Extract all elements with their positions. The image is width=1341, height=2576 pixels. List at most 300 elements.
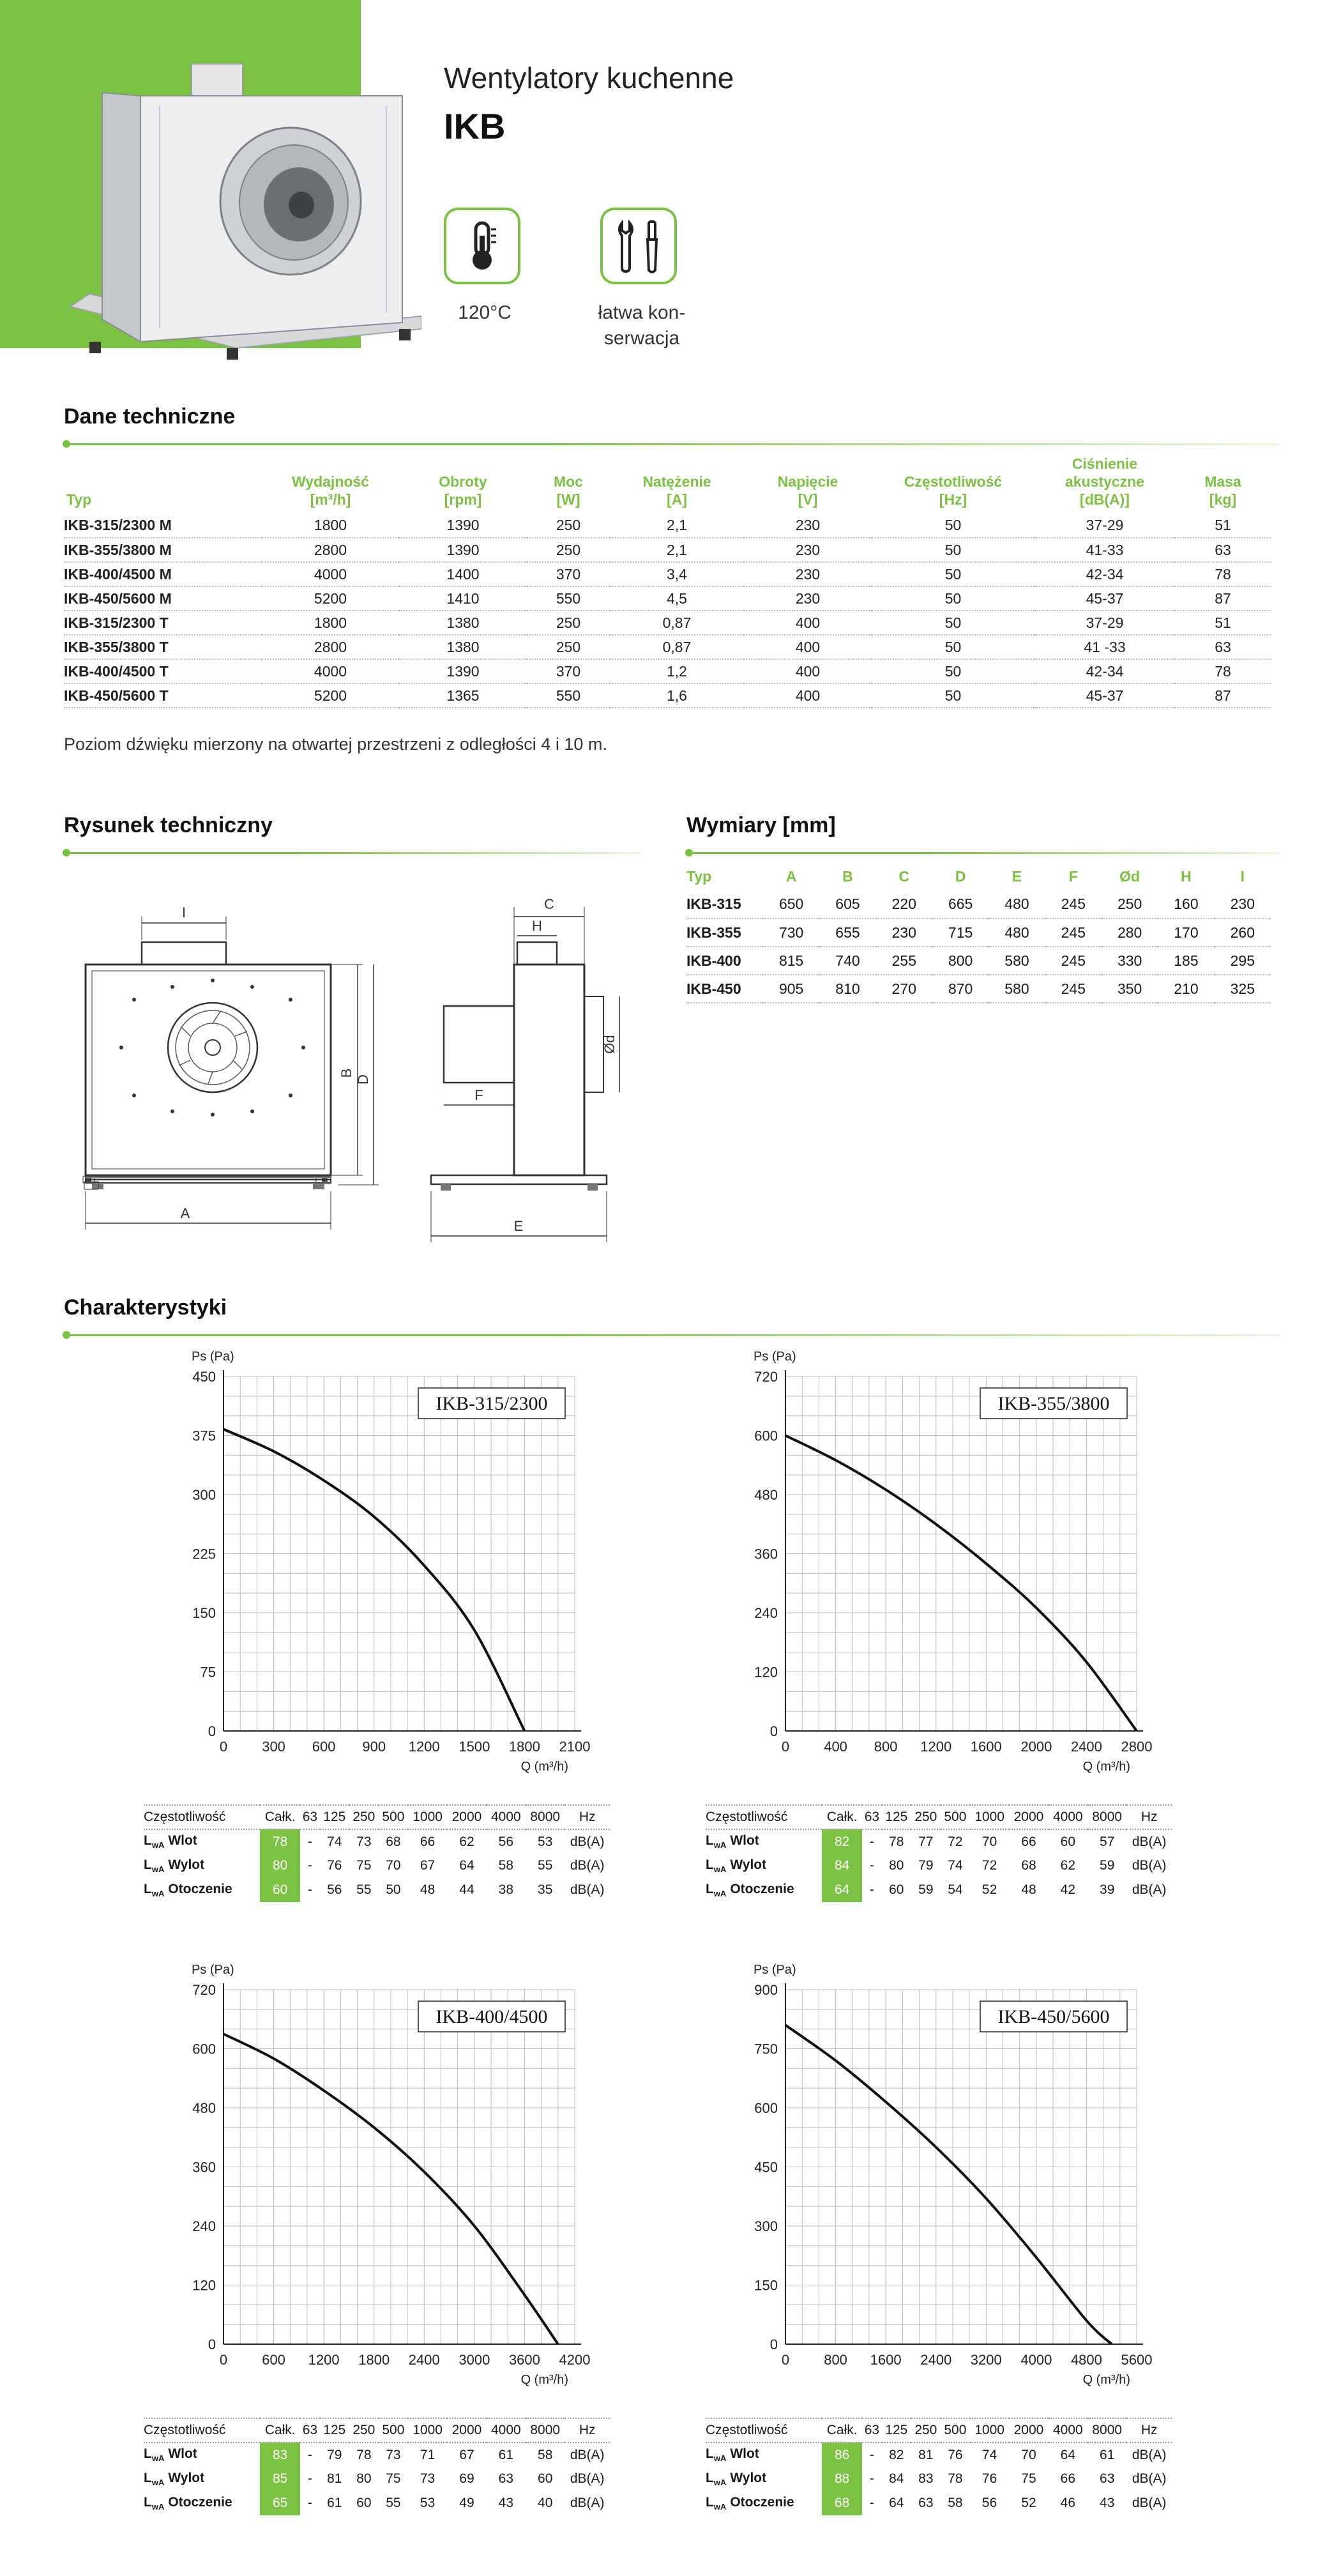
value-cell: 1390 xyxy=(399,659,527,683)
tools-icon xyxy=(603,210,674,282)
sound-row-label: $L_{wA}$ Otoczenie xyxy=(144,2494,232,2512)
dims-value-cell: 740 xyxy=(819,947,875,975)
y-tick-label: 360 xyxy=(754,1546,778,1562)
x-tick-label: 2100 xyxy=(559,1739,591,1755)
sound-value-cell: 68 xyxy=(386,1834,401,1849)
sound-header-cell: 8000 xyxy=(526,2418,564,2443)
value-cell: 550 xyxy=(527,586,610,611)
sound-header-cell: 125 xyxy=(882,2418,911,2443)
y-tick-label: 600 xyxy=(754,1428,778,1444)
sound-row xyxy=(144,1829,610,1854)
chart-ikb-450 xyxy=(715,1961,1156,2408)
x-tick-label: 3000 xyxy=(458,2352,490,2368)
tech-header-row xyxy=(64,455,1271,514)
sound-header-cell: 1000 xyxy=(970,1805,1009,1829)
x-tick-label: 800 xyxy=(824,2352,847,2368)
value-cell: 250 xyxy=(527,514,610,538)
sound-value-cell: - xyxy=(307,1858,312,1873)
sound-row-label: $L_{wA}$ Otoczenie xyxy=(706,2494,794,2512)
sound-header-cell: 63 xyxy=(300,1805,320,1829)
sound-value-cell: 78 xyxy=(948,2471,963,2486)
sound-total-cell: 82 xyxy=(822,1829,862,1854)
value-cell: 42-34 xyxy=(1034,659,1175,683)
col-header: Masa [kg] xyxy=(1204,473,1241,508)
sound-value-cell: 66 xyxy=(420,1834,436,1849)
dims-value-cell: 245 xyxy=(1045,975,1102,1003)
value-cell: 370 xyxy=(527,659,610,683)
dims-value-cell: 330 xyxy=(1102,947,1158,975)
x-tick-label: 4200 xyxy=(559,2352,591,2368)
value-cell: 250 xyxy=(527,538,610,562)
sound-value-cell: 78 xyxy=(889,1834,904,1849)
sound-value-cell: 70 xyxy=(1021,2447,1036,2462)
sound-value-cell: 62 xyxy=(1060,1858,1076,1873)
y-tick-label: 0 xyxy=(769,2336,778,2352)
sound-header-cell: 250 xyxy=(911,2418,941,2443)
sound-row-label: $L_{wA}$ Wylot xyxy=(144,2470,205,2488)
sound-table-ikb-400 xyxy=(144,2418,610,2515)
sound-value-cell: 72 xyxy=(981,1858,997,1873)
sound-value-cell: 38 xyxy=(498,1882,514,1897)
sound-value-cell: 53 xyxy=(538,1834,553,1849)
sound-header-cell: 4000 xyxy=(487,2418,526,2443)
dims-value-cell: 905 xyxy=(763,975,819,1003)
sound-header-cell: Częstotliwość xyxy=(144,1805,260,1829)
dimensions-table xyxy=(686,862,1271,1003)
sound-value-cell: dB(A) xyxy=(570,2447,605,2462)
sound-note: Poziom dźwięku mierzony na otwartej przestrzeni z odległości 4 i 10 m. xyxy=(64,735,607,754)
chart-title: IKB-355/3800 xyxy=(997,1393,1110,1414)
sound-row-label: $L_{wA}$ Wylot xyxy=(706,2470,767,2488)
sound-total-cell: 88 xyxy=(822,2467,862,2491)
sound-total-cell: 84 xyxy=(822,1854,862,1878)
spec-row xyxy=(64,635,1271,659)
value-cell: 230 xyxy=(744,538,872,562)
value-cell: 370 xyxy=(527,562,610,586)
x-tick-label: 0 xyxy=(219,2352,228,2368)
dims-value-cell: 170 xyxy=(1158,918,1214,947)
sound-value-cell: 61 xyxy=(1100,2447,1115,2462)
chart-ikb-315 xyxy=(153,1348,594,1795)
col-header: Ciśnienie akustyczne [dB(A)] xyxy=(1064,455,1144,508)
sound-value-cell: 54 xyxy=(948,1882,963,1897)
sound-value-cell: 73 xyxy=(356,1834,372,1849)
sound-header-cell: 250 xyxy=(349,1805,379,1829)
sound-value-cell: 72 xyxy=(948,1834,963,1849)
sound-row xyxy=(706,2443,1172,2467)
value-cell: 0,87 xyxy=(610,611,744,635)
sound-value-cell: 60 xyxy=(1060,1834,1076,1849)
y-axis-label: Ps (Pa) xyxy=(754,1963,796,1977)
value-cell: 41-33 xyxy=(1034,538,1175,562)
sound-row xyxy=(706,1829,1172,1854)
sound-value-cell: 75 xyxy=(386,2471,401,2486)
sound-row xyxy=(706,2467,1172,2491)
dims-value-cell: 650 xyxy=(763,890,819,918)
sound-value-cell: 56 xyxy=(981,2496,997,2510)
sound-value-cell: dB(A) xyxy=(1132,2496,1167,2510)
dims-row xyxy=(686,918,1271,947)
x-tick-label: 0 xyxy=(781,2352,790,2368)
sound-value-cell: 76 xyxy=(327,1858,342,1873)
sound-total-cell: 64 xyxy=(822,1878,862,1902)
sound-value-cell: 58 xyxy=(948,2496,963,2510)
sound-value-cell: 35 xyxy=(538,1882,553,1897)
value-cell: 50 xyxy=(872,659,1034,683)
sound-total-cell: 86 xyxy=(822,2443,862,2467)
spec-row xyxy=(64,659,1271,683)
x-tick-label: 2400 xyxy=(408,2352,440,2368)
value-cell: 42-34 xyxy=(1034,562,1175,586)
sound-header-cell: 2000 xyxy=(447,2418,486,2443)
sound-row-label: $L_{wA}$ Wlot xyxy=(144,2446,197,2464)
sound-value-cell: - xyxy=(869,1858,874,1873)
dims-model-cell: IKB-400 xyxy=(686,947,763,975)
sound-header-cell: 1000 xyxy=(408,2418,447,2443)
x-tick-label: 1200 xyxy=(920,1739,952,1755)
dims-value-cell: 270 xyxy=(876,975,932,1003)
sound-value-cell: 69 xyxy=(459,2471,474,2486)
y-tick-label: 120 xyxy=(754,1664,778,1680)
sound-value-cell: 63 xyxy=(498,2471,514,2486)
drawing-title: Rysunek techniczny xyxy=(64,813,273,837)
sound-value-cell: - xyxy=(869,2447,874,2462)
dims-value-cell: 730 xyxy=(763,918,819,947)
spec-row xyxy=(64,586,1271,611)
dims-value-cell: 580 xyxy=(989,947,1045,975)
value-cell: 45-37 xyxy=(1034,586,1175,611)
value-cell: 50 xyxy=(872,635,1034,659)
x-tick-label: 4000 xyxy=(1020,2352,1052,2368)
sound-value-cell: 52 xyxy=(981,1882,997,1897)
sound-total-cell: 80 xyxy=(260,1854,300,1878)
sound-value-cell: 70 xyxy=(981,1834,997,1849)
sound-header-cell: 4000 xyxy=(1049,2418,1087,2443)
sound-header-cell: 2000 xyxy=(1009,1805,1048,1829)
value-cell: 1800 xyxy=(262,514,399,538)
value-cell: 50 xyxy=(872,538,1034,562)
sound-row xyxy=(144,2491,610,2515)
y-tick-label: 750 xyxy=(754,2041,778,2057)
x-tick-label: 0 xyxy=(781,1739,790,1755)
dims-value-cell: 210 xyxy=(1158,975,1214,1003)
value-cell: 1410 xyxy=(399,586,527,611)
value-cell: 230 xyxy=(744,586,872,611)
sound-header-cell: 250 xyxy=(349,2418,379,2443)
x-tick-label: 600 xyxy=(262,2352,285,2368)
sound-value-cell: 58 xyxy=(498,1858,514,1873)
y-tick-label: 120 xyxy=(192,2277,216,2294)
sound-value-cell: 73 xyxy=(386,2447,401,2462)
dims-value-cell: 250 xyxy=(1102,890,1158,918)
dims-col-header: D xyxy=(955,867,966,885)
sound-value-cell: 50 xyxy=(386,1882,401,1897)
dims-model-cell: IKB-450 xyxy=(686,975,763,1003)
sound-header-cell: Całk. xyxy=(260,2418,300,2443)
sound-header-cell: Częstotliwość xyxy=(706,2418,822,2443)
dims-value-cell: 580 xyxy=(989,975,1045,1003)
sound-header-cell: Całk. xyxy=(260,1805,300,1829)
sound-value-cell: 74 xyxy=(948,1858,963,1873)
sound-row-label: $L_{wA}$ Wylot xyxy=(144,1857,205,1875)
chart-title: IKB-315/2300 xyxy=(436,1393,548,1414)
y-tick-label: 300 xyxy=(192,1487,216,1503)
sound-value-cell: 43 xyxy=(498,2496,514,2510)
sound-value-cell: 81 xyxy=(327,2471,342,2486)
x-tick-label: 800 xyxy=(874,1739,898,1755)
sound-value-cell: 55 xyxy=(386,2496,401,2510)
col-header: Natężenie [A] xyxy=(642,473,711,508)
sound-header-row xyxy=(144,2418,610,2443)
sound-value-cell: 64 xyxy=(459,1858,474,1873)
x-tick-label: 2800 xyxy=(1121,1739,1153,1755)
sound-header-cell: 125 xyxy=(320,1805,349,1829)
maintenance-label xyxy=(584,300,699,351)
sound-value-cell: 67 xyxy=(420,1858,436,1873)
value-cell: 78 xyxy=(1175,562,1271,586)
sound-header-cell: 500 xyxy=(941,2418,970,2443)
value-cell: 50 xyxy=(872,611,1034,635)
temperature-label: 120°C xyxy=(458,302,511,323)
sound-value-cell: dB(A) xyxy=(570,2496,605,2510)
sound-header-cell: Całk. xyxy=(822,2418,862,2443)
value-cell: 1380 xyxy=(399,611,527,635)
value-cell: 3,4 xyxy=(610,562,744,586)
spec-row xyxy=(64,538,1271,562)
sound-total-cell: 65 xyxy=(260,2491,300,2515)
sound-header-cell: Hz xyxy=(564,2418,610,2443)
model-cell: IKB-315/2300 M xyxy=(64,514,262,538)
dims-col-header: Typ xyxy=(686,867,712,885)
dims-value-cell: 870 xyxy=(932,975,989,1003)
sound-header-cell: Częstotliwość xyxy=(706,1805,822,1829)
dims-value-cell: 295 xyxy=(1215,947,1271,975)
sound-value-cell: 44 xyxy=(459,1882,474,1897)
dims-value-cell: 230 xyxy=(876,918,932,947)
dims-value-cell: 245 xyxy=(1045,947,1102,975)
sound-value-cell: 59 xyxy=(918,1882,934,1897)
model-cell: IKB-400/4500 T xyxy=(64,659,262,683)
sound-value-cell: 61 xyxy=(327,2496,342,2510)
sound-total-cell: 85 xyxy=(260,2467,300,2491)
sound-value-cell: 79 xyxy=(918,1858,934,1873)
chart-title: IKB-450/5600 xyxy=(997,2006,1110,2027)
sound-value-cell: - xyxy=(307,1882,312,1897)
value-cell: 5200 xyxy=(262,586,399,611)
dims-model-cell: IKB-315 xyxy=(686,890,763,918)
dims-value-cell: 810 xyxy=(819,975,875,1003)
sound-value-cell: dB(A) xyxy=(570,1882,605,1897)
x-tick-label: 1500 xyxy=(458,1739,490,1755)
thermometer-icon xyxy=(446,210,518,282)
sound-value-cell: 71 xyxy=(420,2447,436,2462)
value-cell: 250 xyxy=(527,611,610,635)
sound-header-cell: 1000 xyxy=(408,1805,447,1829)
sound-value-cell: 84 xyxy=(889,2471,904,2486)
sound-value-cell: 60 xyxy=(356,2496,372,2510)
sound-value-cell: 81 xyxy=(918,2447,934,2462)
sound-header-row xyxy=(706,2418,1172,2443)
sound-value-cell: 60 xyxy=(538,2471,553,2486)
dim-label-i: I xyxy=(181,904,186,920)
dims-value-cell: 230 xyxy=(1215,890,1271,918)
performance-curve xyxy=(785,1436,1137,1732)
sound-value-cell: 67 xyxy=(459,2447,474,2462)
sound-row-label: $L_{wA}$ Wlot xyxy=(706,1833,759,1850)
sound-value-cell: dB(A) xyxy=(1132,1858,1167,1873)
x-tick-label: 1200 xyxy=(308,2352,340,2368)
sound-value-cell: 63 xyxy=(918,2496,934,2510)
sound-row xyxy=(144,2443,610,2467)
dims-col-header: B xyxy=(842,867,853,885)
tech-data-table xyxy=(64,455,1271,708)
y-tick-label: 75 xyxy=(200,1664,216,1680)
y-tick-label: 360 xyxy=(192,2159,216,2176)
model-cell: IKB-450/5600 T xyxy=(64,683,262,708)
dims-value-cell: 185 xyxy=(1158,947,1214,975)
y-tick-label: 0 xyxy=(769,1723,778,1739)
maintenance-label-line1: łatwa kon- xyxy=(598,302,686,323)
y-tick-label: 600 xyxy=(192,2041,216,2057)
sound-header-row xyxy=(706,1805,1172,1829)
value-cell: 4,5 xyxy=(610,586,744,611)
sound-header-cell: 2000 xyxy=(447,1805,486,1829)
dims-value-cell: 800 xyxy=(932,947,989,975)
sound-header-cell: 500 xyxy=(941,1805,970,1829)
value-cell: 50 xyxy=(872,562,1034,586)
value-cell: 37-29 xyxy=(1034,611,1175,635)
sound-header-cell: 125 xyxy=(320,2418,349,2443)
dims-value-cell: 655 xyxy=(819,918,875,947)
model-cell: IKB-400/4500 M xyxy=(64,562,262,586)
value-cell: 2800 xyxy=(262,538,399,562)
value-cell: 1390 xyxy=(399,538,527,562)
technical-drawing xyxy=(57,869,632,1265)
section-divider xyxy=(689,852,1280,854)
value-cell: 51 xyxy=(1175,611,1271,635)
x-axis-label: Q (m³/h) xyxy=(1082,1760,1130,1774)
value-cell: 1365 xyxy=(399,683,527,708)
sound-header-cell: 250 xyxy=(911,1805,941,1829)
dims-value-cell: 480 xyxy=(989,918,1045,947)
sound-value-cell: 40 xyxy=(538,2496,553,2510)
y-axis-label: Ps (Pa) xyxy=(192,1350,234,1364)
sound-header-cell: 500 xyxy=(379,2418,408,2443)
value-cell: 1380 xyxy=(399,635,527,659)
model-cell: IKB-355/3800 T xyxy=(64,635,262,659)
x-axis-label: Q (m³/h) xyxy=(1082,2373,1130,2387)
value-cell: 1390 xyxy=(399,514,527,538)
dims-value-cell: 325 xyxy=(1215,975,1271,1003)
sound-header-cell: 8000 xyxy=(1087,2418,1126,2443)
value-cell: 5200 xyxy=(262,683,399,708)
dimensions-title: Wymiary [mm] xyxy=(686,813,836,837)
x-tick-label: 1800 xyxy=(508,1739,540,1755)
sound-value-cell: 79 xyxy=(327,2447,342,2462)
sound-value-cell: 55 xyxy=(356,1882,372,1897)
x-tick-label: 2400 xyxy=(920,2352,952,2368)
spec-row xyxy=(64,683,1271,708)
sound-value-cell: 48 xyxy=(420,1882,436,1897)
sound-value-cell: 55 xyxy=(538,1858,553,1873)
sound-value-cell: 80 xyxy=(356,2471,372,2486)
model-name: IKB xyxy=(444,106,506,146)
value-cell: 0,87 xyxy=(610,635,744,659)
dims-col-header: E xyxy=(1011,867,1022,885)
sound-table-ikb-450 xyxy=(706,2418,1172,2515)
dims-value-cell: 260 xyxy=(1215,918,1271,947)
sound-value-cell: 74 xyxy=(981,2447,997,2462)
dims-value-cell: 280 xyxy=(1102,918,1158,947)
y-tick-label: 600 xyxy=(754,2100,778,2116)
sound-value-cell: 74 xyxy=(327,1834,342,1849)
sound-value-cell: 78 xyxy=(356,2447,372,2462)
col-header: Wydajność [m³/h] xyxy=(292,473,369,508)
dims-value-cell: 160 xyxy=(1158,890,1214,918)
sound-value-cell: - xyxy=(307,1834,312,1849)
x-axis-label: Q (m³/h) xyxy=(520,2373,568,2387)
sound-total-cell: 78 xyxy=(260,1829,300,1854)
characteristics-title: Charakterystyki xyxy=(64,1295,227,1320)
value-cell: 1400 xyxy=(399,562,527,586)
section-divider xyxy=(66,1334,1280,1336)
sound-header-cell: 2000 xyxy=(1009,2418,1048,2443)
sound-row-label: $L_{wA}$ Wlot xyxy=(706,2446,759,2464)
sound-header-cell: Hz xyxy=(1126,2418,1172,2443)
sound-value-cell: 43 xyxy=(1100,2496,1115,2510)
dims-col-header: Ød xyxy=(1119,867,1140,885)
y-tick-label: 225 xyxy=(192,1546,216,1562)
x-tick-label: 900 xyxy=(362,1739,386,1755)
y-tick-label: 0 xyxy=(208,2336,216,2352)
x-tick-label: 300 xyxy=(262,1739,285,1755)
value-cell: 230 xyxy=(744,562,872,586)
x-tick-label: 1600 xyxy=(970,1739,1002,1755)
y-tick-label: 375 xyxy=(192,1428,216,1444)
maintenance-label-line2: serwacja xyxy=(603,328,680,349)
value-cell: 51 xyxy=(1175,514,1271,538)
sound-value-cell: 76 xyxy=(981,2471,997,2486)
chart-ikb-400 xyxy=(153,1961,594,2408)
sound-value-cell: dB(A) xyxy=(570,1858,605,1873)
dim-label-c: C xyxy=(544,896,554,912)
sound-value-cell: 57 xyxy=(1100,1834,1115,1849)
col-header: Napięcie [V] xyxy=(777,473,838,508)
sound-row xyxy=(144,1854,610,1878)
sound-value-cell: 66 xyxy=(1021,1834,1036,1849)
x-tick-label: 3200 xyxy=(970,2352,1002,2368)
page-title: Wentylatory kuchenne xyxy=(444,61,734,95)
sound-value-cell: 63 xyxy=(1100,2471,1115,2486)
sound-value-cell: 61 xyxy=(498,2447,514,2462)
sound-value-cell: 75 xyxy=(1021,2471,1036,2486)
y-axis-label: Ps (Pa) xyxy=(192,1963,234,1977)
x-tick-label: 1200 xyxy=(408,1739,440,1755)
x-tick-label: 5600 xyxy=(1121,2352,1153,2368)
model-cell: IKB-450/5600 M xyxy=(64,586,262,611)
dim-label-od: Ød xyxy=(602,1035,617,1054)
x-tick-label: 4800 xyxy=(1070,2352,1102,2368)
sound-value-cell: - xyxy=(307,2471,312,2486)
maintenance-feature-box xyxy=(600,208,677,284)
sound-row xyxy=(706,1878,1172,1902)
sound-value-cell: 82 xyxy=(889,2447,904,2462)
dims-value-cell: 220 xyxy=(876,890,932,918)
dim-label-b: B xyxy=(338,1068,354,1078)
sound-row-label: $L_{wA}$ Wylot xyxy=(706,1857,767,1875)
y-tick-label: 480 xyxy=(754,1487,778,1503)
sound-value-cell: dB(A) xyxy=(570,1834,605,1849)
